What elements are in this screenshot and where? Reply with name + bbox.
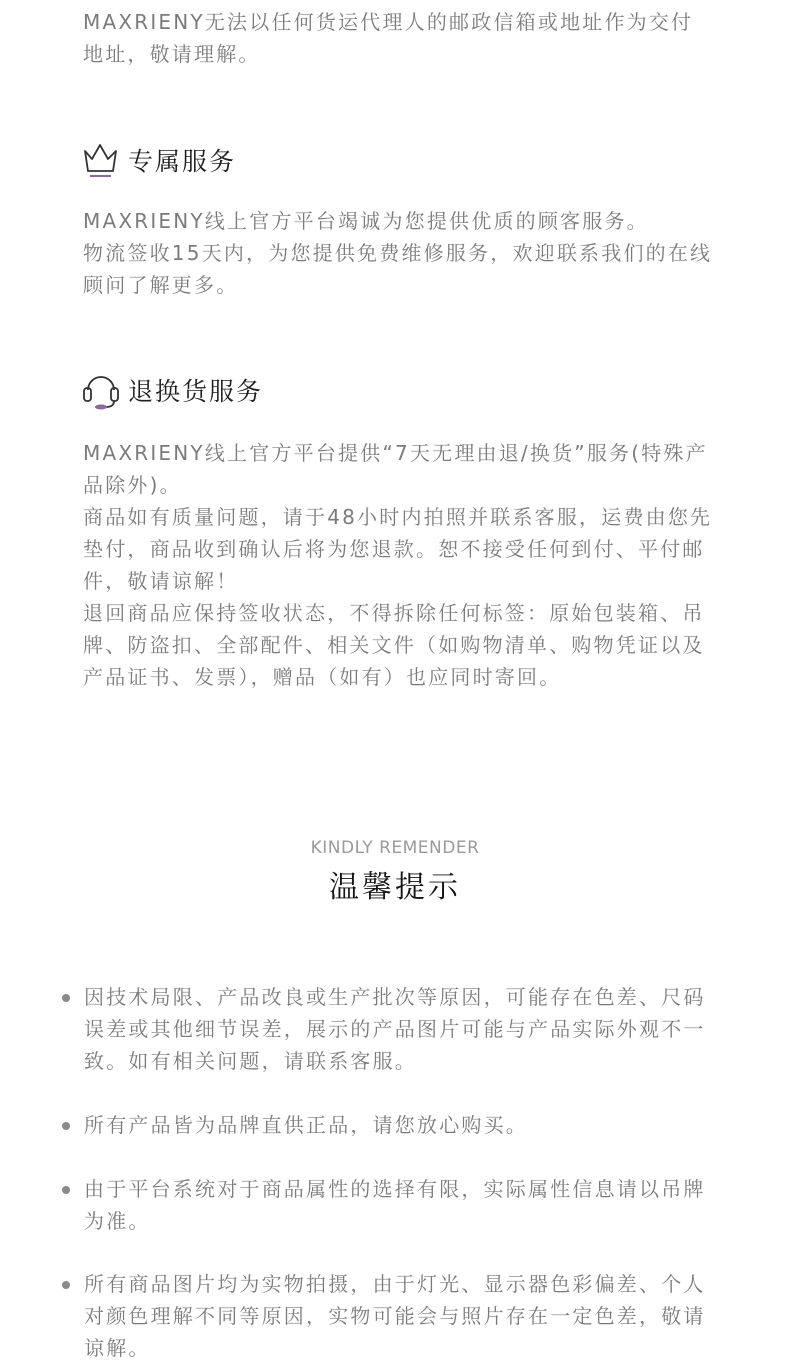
list-item (62, 981, 722, 1077)
bullet-dot (62, 994, 70, 1002)
list-item (62, 1173, 722, 1237)
bullet-dot (62, 1122, 70, 1130)
returns-line-3: 退回商品应保持签收状态，不得拆除任何标签：原始包装箱、吊牌、防盗扣、全部配件、相关文件（如购物清单、购物凭证以及产品证书、发票），赠品（如有）也应同时寄回。 (83, 601, 705, 689)
list-item-text: 因技术局限、产品改良或生产批次等原因，可能存在色差、尺码误差或其他细节误差，展示的产品图片可能与产品实际外观不一致。如有相关问题，请联系客服。 (84, 985, 706, 1073)
returns-service-heading (82, 370, 263, 410)
exclusive-service-heading (82, 140, 236, 180)
returns-line-1: MAXRIENY线上官方平台提供“7天无理由退/换货”服务(特殊产品除外)。 (83, 441, 708, 497)
bullet-dot (62, 1281, 70, 1289)
list-item (62, 1268, 722, 1364)
list-item-text: 所有商品图片均为实物拍摄，由于灯光、显示器色彩偏差、个人对颜色理解不同等原因，实物可能会与照片存在一定色差，敬请谅解。 (84, 1272, 706, 1360)
exclusive-service-line-2: 物流签收15天内，为您提供免费维修服务，欢迎联系我们的在线顾问了解更多。 (83, 241, 713, 297)
delivery-note: MAXRIENY无法以任何货运代理人的邮政信箱或地址作为交付地址，敬请理解。 (83, 10, 694, 66)
returns-service-title: 退换货服务 (128, 377, 264, 406)
list-item-text: 所有产品皆为品牌直供正品，请您放心购买。 (84, 1113, 528, 1137)
bullet-dot (62, 1186, 70, 1194)
exclusive-service-title: 专属服务 (128, 147, 237, 176)
list-item-text: 由于平台系统对于商品属性的选择有限，实际属性信息请以吊牌为准。 (84, 1177, 706, 1233)
headset-icon (82, 370, 120, 410)
reminder-title: 温馨提示 (329, 870, 461, 905)
list-item (62, 1109, 722, 1141)
returns-line-2: 商品如有质量问题，请于48小时内拍照并联系客服，运费由您先垫付，商品收到确认后将为您退款。恕不接受任何到付、平付邮件，敬请谅解！ (83, 505, 713, 593)
crown-icon (82, 141, 120, 179)
exclusive-service-line-1: MAXRIENY线上官方平台竭诚为您提供优质的顾客服务。 (83, 209, 649, 233)
reminder-subtitle: KINDLY REMENDER (310, 838, 480, 858)
